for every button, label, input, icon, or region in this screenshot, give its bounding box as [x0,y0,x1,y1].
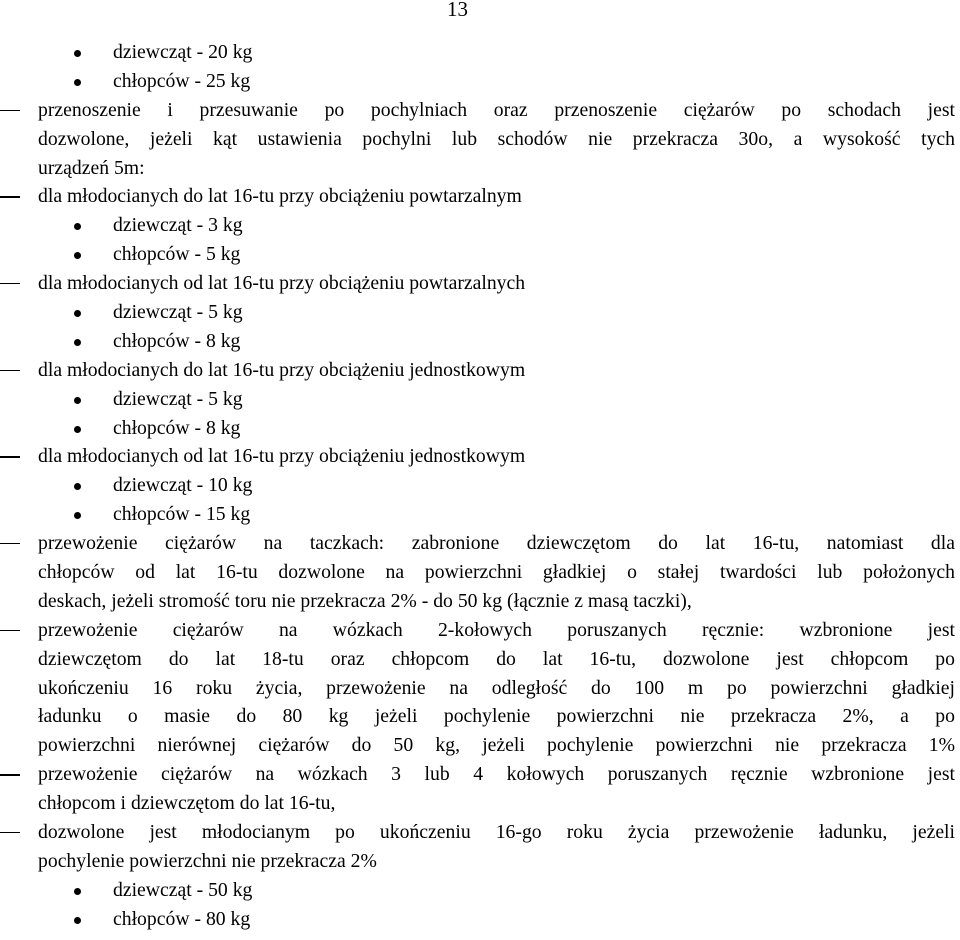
line-text: dziewcząt - 50 kg [113,878,253,901]
dash-item [0,818,960,847]
line-text: chłopców - 15 kg [113,503,251,526]
line-text: dziewcząt - 5 kg [113,387,243,410]
line-text: deskach, jeżeli stromość toru nie przekracza 2% - do 50 kg (łącznie z masą taczki), [38,589,692,612]
line-text: pochylenie powierzchni nie przekracza 2% [38,849,377,872]
continuation-line [0,789,960,818]
line-text: dozwolone jest młodocianym po ukończeniu 16-go roku życia przewożenie ładunku, jeżeli [38,821,955,844]
continuation-line [0,847,960,876]
line-text: przewożenie ciężarów na wózkach 2-kołowych poruszanych ręcznie: wzbronione jest [38,618,955,641]
bullet-icon [74,512,81,519]
line-text: urządzeń 5m: [38,156,145,179]
bullet-icon [74,426,81,433]
continuation-line [0,702,960,731]
line-text: chłopców - 80 kg [113,907,251,930]
line-text: chłopcom i dziewczętom do lat 16-tu, [38,792,336,815]
bullet-item [0,905,960,934]
line-text: dozwolone, jeżeli kąt ustawienia pochylni lub schodów nie przekracza 30o, a wysokość tych [38,127,955,150]
page-number: 13 [447,0,468,21]
line-text: dziewcząt - 10 kg [113,474,253,497]
bullet-item [0,414,960,443]
dash-item [0,269,960,298]
continuation-line [0,674,960,703]
dash-item [0,529,960,558]
line-text: dziewcząt - 3 kg [113,214,243,237]
bullet-item [0,500,960,529]
bullet-item [0,327,960,356]
line-text: dziewczętom do lat 18-tu oraz chłopcom do lat 16-tu, dozwolone jest chłopcom po [38,647,955,670]
dash-marker-icon [0,196,20,197]
line-text: dla młodocianych do lat 16-tu przy obciążeniu jednostkowym [38,358,526,381]
bullet-icon [74,252,81,259]
dash-marker-icon [0,774,20,775]
line-text: dla młodocianych do lat 16-tu przy obciążeniu powtarzalnym [38,185,522,208]
bullet-item [0,298,960,327]
continuation-line [0,731,960,760]
bullet-item [0,240,960,269]
dash-marker-icon [0,630,20,631]
line-text: chłopców - 25 kg [113,69,251,92]
dash-marker-icon [0,832,20,833]
dash-item [0,356,960,385]
dash-marker-icon [0,456,20,457]
line-text: powierzchni nierównej ciężarów do 50 kg, jeżeli pochylenie powierzchni nie przekracza 1% [38,734,955,757]
dash-item [0,442,960,471]
dash-marker-icon [0,283,20,284]
bullet-icon [74,339,81,346]
dash-marker-icon [0,370,20,371]
bullet-icon [74,79,81,86]
dash-marker-icon [0,543,20,544]
bullet-item [0,385,960,414]
bullet-icon [74,50,81,57]
bullet-icon [74,397,81,404]
continuation-line [0,125,960,154]
bullet-icon [74,917,81,924]
bullet-item [0,876,960,905]
line-text: ukończeniu 16 roku życia, przewożenie na odległość do 100 m po powierzchni gładkiej [38,676,955,699]
dash-item [0,182,960,211]
line-text: przewożenie ciężarów na taczkach: zabronione dziewczętom do lat 16-tu, natomiast dla [38,532,955,555]
bullet-icon [74,223,81,230]
continuation-line [0,154,960,183]
line-text: chłopców - 8 kg [113,416,241,439]
bullet-item [0,38,960,67]
bullet-icon [74,310,81,317]
document-body [0,38,960,934]
continuation-line [0,587,960,616]
dash-item [0,760,960,789]
bullet-item [0,471,960,500]
dash-marker-icon [0,110,20,111]
bullet-icon [74,483,81,490]
line-text: przenoszenie i przesuwanie po pochylniach oraz przenoszenie ciężarów po schodach jest [38,98,955,121]
line-text: ładunku o masie do 80 kg jeżeli pochylenie powierzchni nie przekracza 2%, a po [38,705,955,728]
bullet-item [0,67,960,96]
line-text: dziewcząt - 5 kg [113,301,243,324]
line-text: chłopców od lat 16-tu dozwolone na powierzchni gładkiej o stałej twardości lub położonych [38,561,955,584]
line-text: dziewcząt - 20 kg [113,41,253,63]
dash-item [0,96,960,125]
line-text: dla młodocianych od lat 16-tu przy obciążeniu jednostkowym [38,445,526,468]
dash-item [0,616,960,645]
line-text: przewożenie ciężarów na wózkach 3 lub 4 kołowych poruszanych ręcznie wzbronione jest [38,763,955,786]
line-text: dla młodocianych od lat 16-tu przy obciążeniu powtarzalnych [38,272,526,295]
bullet-icon [74,888,81,895]
continuation-line [0,558,960,587]
bullet-item [0,211,960,240]
continuation-line [0,645,960,674]
line-text: chłopców - 5 kg [113,243,241,266]
line-text: chłopców - 8 kg [113,329,241,352]
